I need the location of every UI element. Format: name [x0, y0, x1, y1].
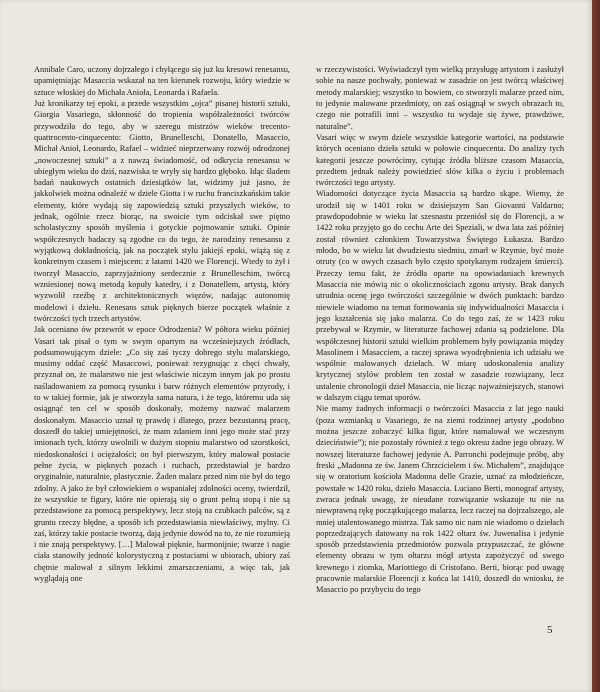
page-number: 5	[547, 624, 553, 636]
paragraph: Jak oceniano ów przewrót w epoce Odrodzenia? W półtora wieku później Vasari tak pisał o tym w swym opartym na wcześniejszych źródłach, podsumowującym dziele: „Co się zaś tyczy dobrego stylu malarskiego, musimy oddać część Masaccowi, ponieważ rezygnując z chęci chwały, przyznał on, że malarstwo nie jest właściwie niczym innym jak po prostu naśladowaniem za pomocą rysunku i barw różnych elementów przyrody, i to w takiej formie, jak je stworzyła sama natura, i że tego, któremu uda się osiągnąć ten cel w sposób doskonały, możemy nazwać malarzem doskonałym. Masaccio uznał tę prawdę i dlatego, przez bezustanną pracę, doszedł do takiej umiejętności, że mam zdaniem inni jego może stać przy imionach tych, którzy uwolnili w dużym stopniu malarstwo od szorstkości, niedoskonałości i ociężałości; on był pierwszym, który malował postacie pełne życia, w pięknych pozach i ruchach, przedstawiał je bardzo oryginalnie, naturalnie, plastycznie. Żaden malarz przed nim nie był do tego zdolny. A jako że był człowiekiem o wspaniałej zdolności oceny, twierdził, że wszystkie te figury, które nie opierają się o grunt pełną stopą i nie są przedstawione za pomocą perspektywy, lecz stoją na czubkach palców, są z gruntu rzeczy błędne, a sposób ich przedstawiania niewłaściwy, mylny. Ci zaś, którzy takie postacie tworzą, dają jedynie dowód na to, że nie rozumieją i nie znają perspektywy. […] Malował pięknie, harmonijnie; twarze i nagie ciała stanowiły jedność kolorystyczną z postaciami w ubiorach, ubiory zaś chętnie malował z silnym lekkimi zmarszczeniami, a więc tak, jak wyglądają one	[34, 325, 291, 584]
paragraph: Vasari więc w swym dziele wszystkie kategorie wartości, na podstawie których oceniano dzieła sztuki w połowie cinquecenta. Do analizy tych kategorii jeszcze powrócimy, cytując źródła bliższe czasom Masaccia, przedtem jednak należy powiedzieć słów kilka o życiu i problemach twórczości tego artysty.	[316, 132, 564, 188]
left-text-column	[34, 64, 290, 584]
book-edge	[592, 0, 600, 692]
right-text-column	[316, 64, 564, 596]
paragraph: Już kronikarzy tej epoki, a przede wszystkim „ojca” pisanej historii sztuki, Giorgia Vasariego, skłonność do tropienia współzależności twórców przywodziła do tego, aby w szeregu mistrzów wieków trecento-quattrocento-cinquecento: Giotto, Brunelleschi, Donatello, Masaccio, Michał Anioł, Leonardo, Rafael – widzieć nieprzerwany rozwój odrodzonej „nowoczesnej sztuki” a z nawzą świadomość, od odkrycia renesansu w ubiegłym wieku do dziś, nazwiska te wryły się bardzo głęboko. Idąc śladem badań naukowych ostatnich dziesiątków lat, widzimy już jasno, że jakkolwiek można odnaleźć w dziele Giotta i w ruchu franciszkańskim takie elementy, które wydają się zapowiedzią sztuki przyszłych wieków, to jednak, ogólnie rzecz biorąc, na swoicie tym odciskał swe piętno scholastyczny sposób myślenia i gotyckie pojmowanie sztuki. Opinie współczesnych badaczy są zgodne co do tego, że narodziny renesansu z wyjątkową dokładnością, jak na początek stylu jakiejś epoki, wiążą się z konkretnym czasem i miejscem: z latami 1420 we Florencji. Wtedy to żył i tworzył Masaccio, zaprzyjaźniony serdecznie z Brunelleschim, twórcą wzniesionej nową metodą kopuły katedry, i z Donatellem, artystą, który wyzwolił rzeźbę z architektonicznych więzów, nadając autonomię modelowi i dziełu. Renesans sztuk pięknych bierze początek właśnie z twórczości tych trzech artystów.	[34, 98, 290, 323]
paragraph: Annibale Caro, uczony dojrzałego i chyłącego się już ku kresowi renesansu, upamiętniając Masaccia wskazał na ten kierunek rozwoju, który wiedzie w sztuce włoskiej do Michała Anioła, Leonarda i Rafaela.	[34, 65, 290, 97]
paragraph: w rzeczywistości. Wyświadczył tym wielką przysługę artystom i zasłużył sobie na nasze pochwały, ponieważ w zasadzie on jest twórcą właściwej metody malarskiej; wszystko to bowiem, co stworzyli malarze przed nim, to jedynie malowane przedmioty, on zaś osiągnął w swych obrazach to, czego nie potrafili inni – wszystko tu wydaje się żywe, prawdziwe, naturalne”.	[316, 65, 564, 131]
paragraph: Wiadomości dotyczące życia Masaccia są bardzo skąpe. Wiemy, że urodził się w 1401 roku w dzisiejszym San Giovanni Valdarno; prawdopodobnie w wieku lat szesnastu przeniósł się do Florencji, a w 1422 roku przyjęto go do cechu Arte dei Speziali, w dwa lata zaś później został również członkiem Towarzystwa Świętego Łukasza. Bardzo młodo, bo w wieku lat dwudziestu siedmiu, zmarł w Rzymie, być może otruty (co w owych czasach było często spotykanym rodzajem śmierci). Przeczy temu fakt, że źródła oparte na opowiadaniach krewnych Masaccia nie mówią nic o okolicznościach zgonu artysty. Brak danych utrudnia ocenę jego twórczości szczególnie w dwóch punktach: bardzo niewiele wiadomo na temat formowania się indywidualności Masaccia i jego kształcenia się jako malarza. Co do tego zaś, że w 1423 roku przebywał w Rzymie, w literaturze fachowej zdania są podzielone. Dla współczesnej historii sztuki wielkim problemem były powiązania między Masolinem i Masacciem, a raczej sprawa wyodrębnienia ich udziału we wspólnie malowanych dziełach. W miarę udoskonalenia analizy krytycznej stylów problem ten został w zasadzie rozwiązany, lecz ustalenie chronologii dzieł Masaccia, nie licząc najważniejszych, stanowi w dalszym ciągu temat sporów.	[316, 189, 564, 403]
paragraph: Nie mamy żadnych informacji o twórczości Masaccia z lat jego nauki (poza wzmianką u Vasariego, że na ziemi rodzinnej artysty „podobno można jeszcze zobaczyć kilka figur, które namalował we wczesnym dzieciństwie”); nie pozostały również z tego okresu żadne jego obrazy. W nowszej literaturze fachowej jedynie A. Parronchi podejmuje próbę, aby freski „Madonna ze św. Janem Chrzcicielem i św. Michałem”, znajdujące się w oratorium kościoła Madonna delle Grazie, uznać za młodzieńcze, powstałe w 1420 roku, dzieło Masaccia. Luciano Berti, monograf artysty, zwraca jednak uwagę, że nieudane rozwiązanie wskazuje tu nie na niewprawną rękę początkującego malarza, lecz raczej na dojrzalszego, ale mniej utalentowanego mistrza. Tak samo nic nam nie wiadomo o dziełach poprzedzających datowany na rok 1422 ołtarz św. Juwenalisa i jedynie sposób przedstawienia przedmiotów pozwala przypuszczać, że główne elementy obrazu w tym ołtarzu mógł artysta zapożyczyć od swego krewnego i ziomka, Mariottiego di Cristofano. Berti, biorąc pod uwagę pracownie malarskie Florencji z końca lat 1410, doszedł do wniosku, że Masaccio po przybyciu do tego	[316, 404, 564, 595]
